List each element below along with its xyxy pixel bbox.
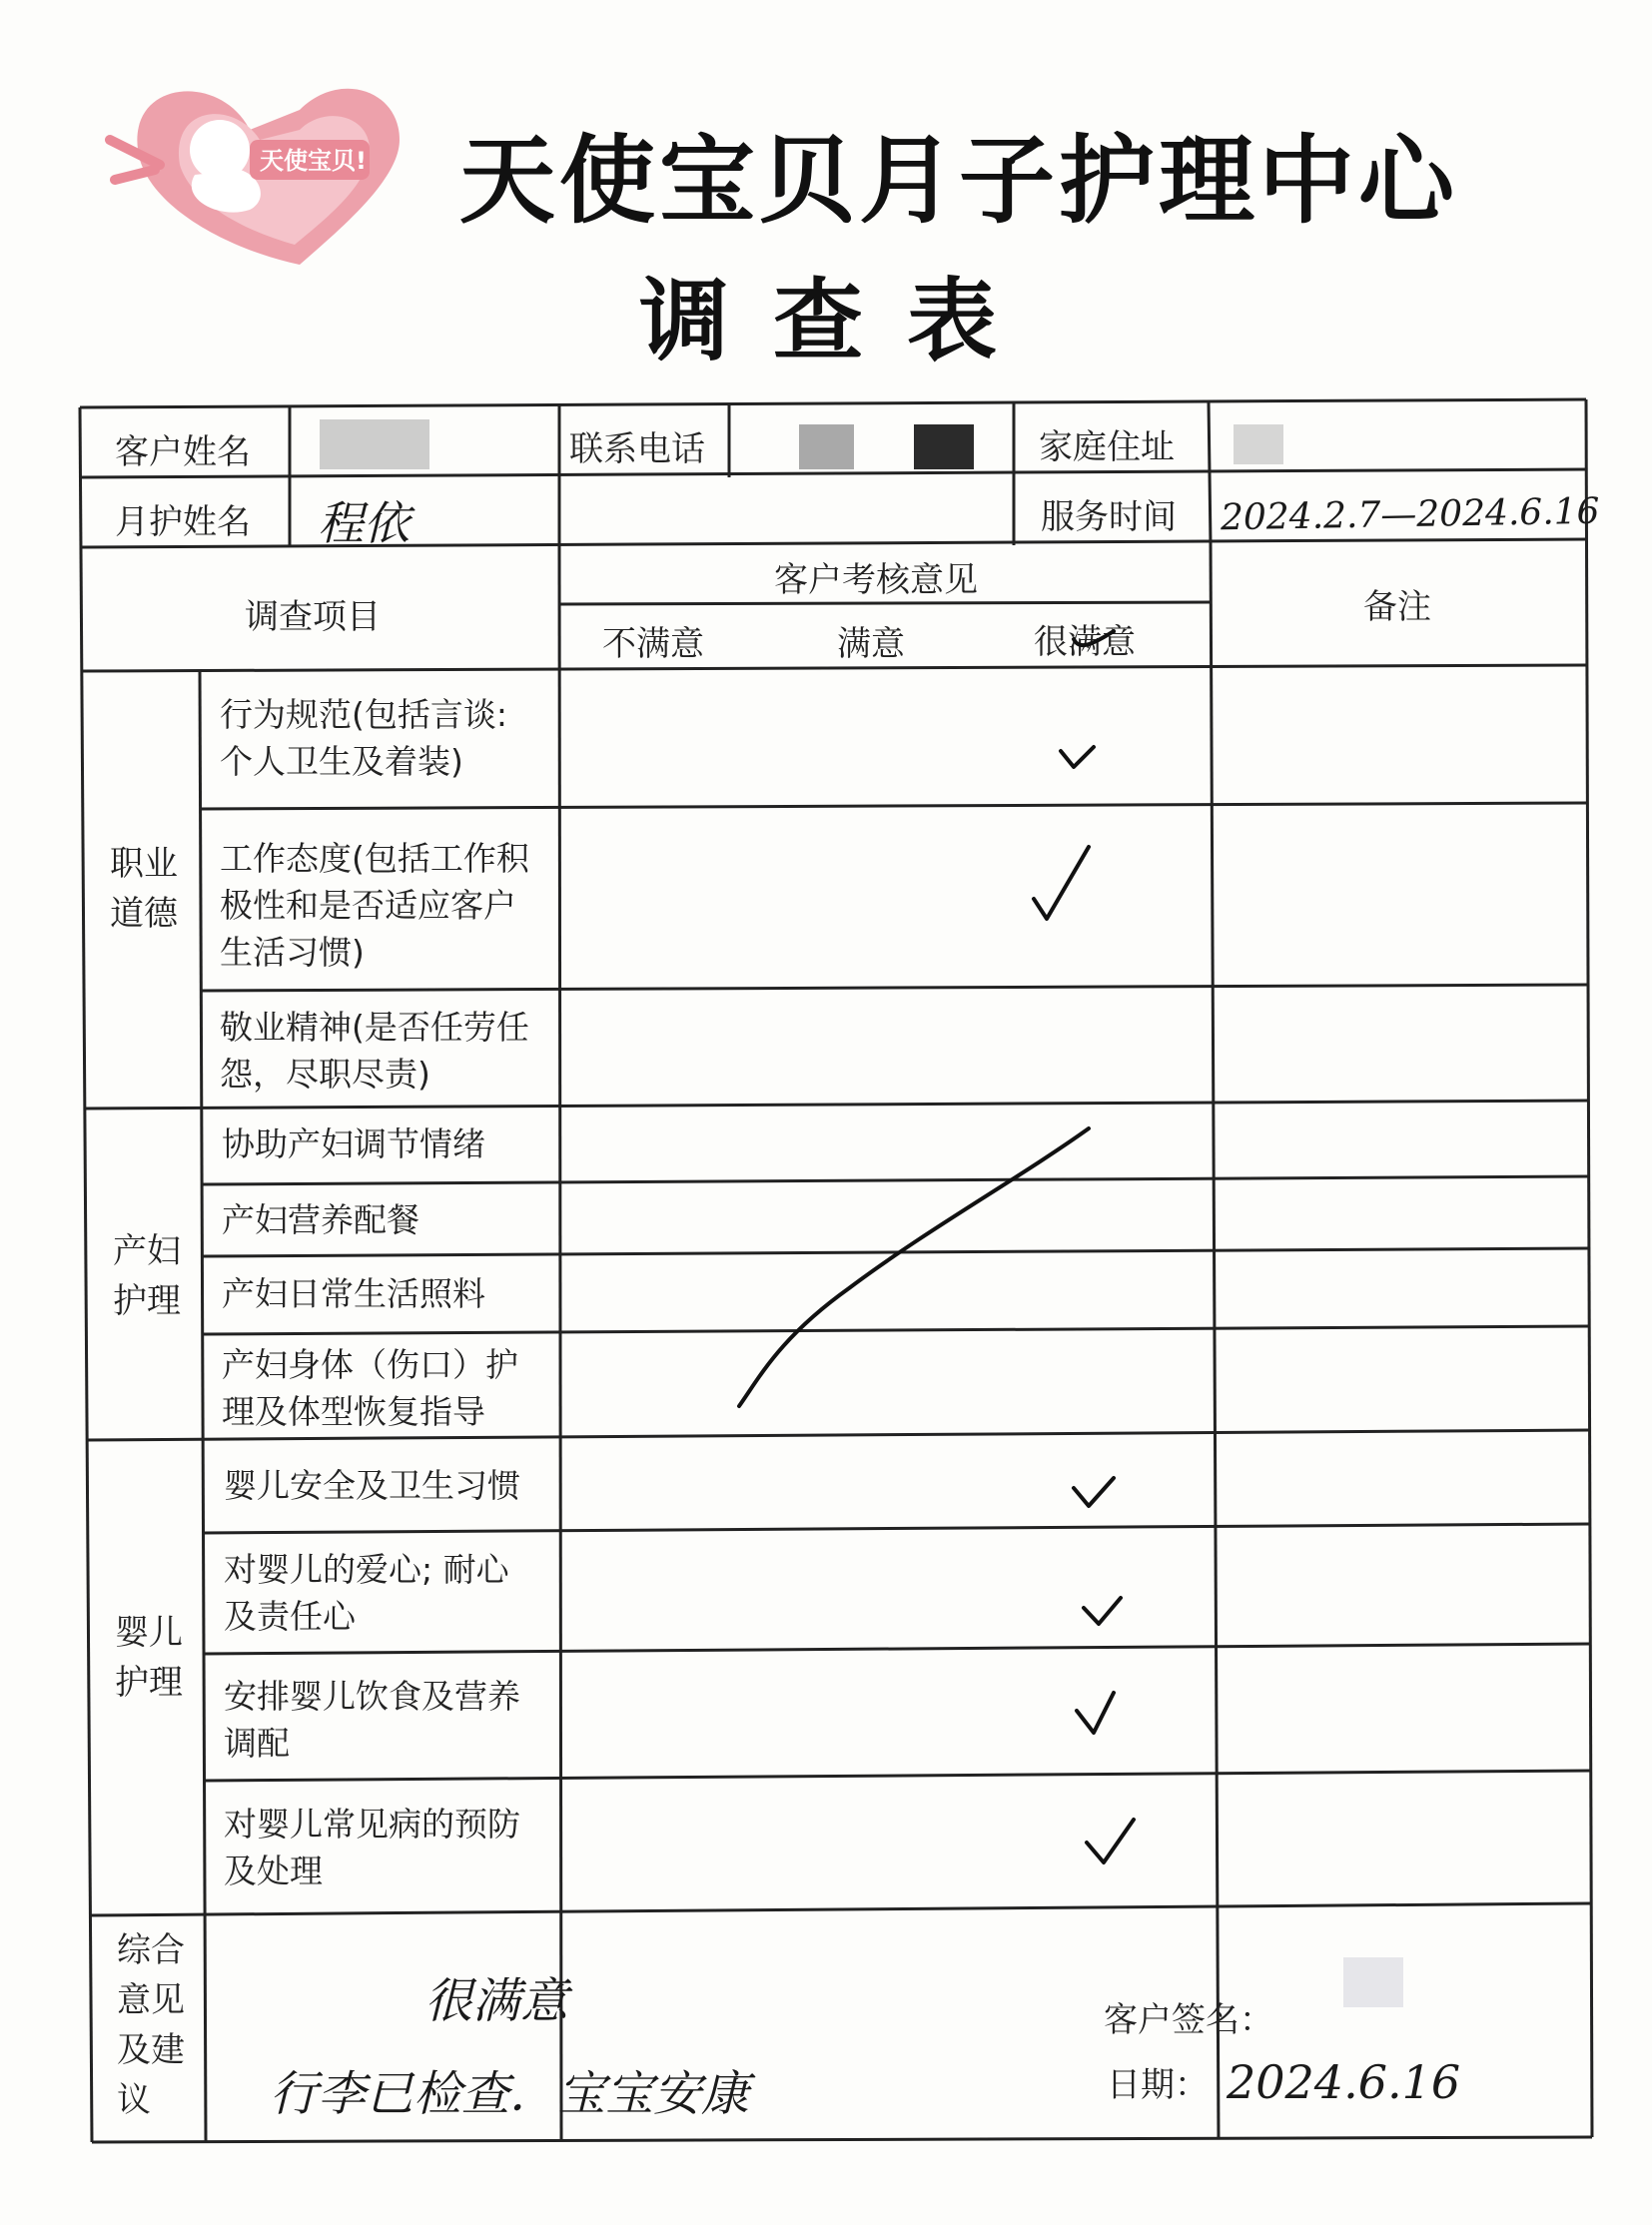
- item-dedication: 敬业精神(是否任劳任 怨，尽职尽责): [220, 1008, 529, 1094]
- item-nutrition-meals: 产妇营养配餐: [222, 1200, 419, 1239]
- item-behavior-norms: 行为规范(包括言谈: 个人卫生及着装): [220, 695, 507, 781]
- rating-very-satisfied-header: 很满意: [1034, 622, 1136, 662]
- customer-name-redaction: [320, 419, 429, 469]
- nurse-name-value: 程依: [318, 496, 410, 550]
- category-professional-ethics: 职业 道德: [110, 844, 178, 934]
- item-daily-care: 产妇日常生活照料: [222, 1274, 485, 1313]
- item-baby-safety: 婴儿安全及卫生习惯: [224, 1466, 520, 1505]
- item-baby-love: 对婴儿的爱心; 耐心 及责任心: [224, 1550, 509, 1636]
- form-title-heading: 调查表: [639, 269, 1041, 373]
- rating-dissatisfied-header: 不满意: [602, 624, 704, 664]
- signature-redaction: [1343, 1957, 1403, 2007]
- phone-redaction-gray: [799, 424, 854, 469]
- item-body-recovery: 产妇身体（伤口）护 理及体型恢复指导: [222, 1345, 518, 1431]
- item-emotion-help: 协助产妇调节情绪: [222, 1124, 485, 1163]
- org-name-heading: 天使宝贝月子护理中心: [459, 125, 1458, 237]
- category-baby-care: 婴儿 护理: [115, 1613, 183, 1703]
- summary-label: 综合 意见 及建 议: [117, 1930, 185, 2120]
- rating-satisfied-header: 满意: [837, 624, 905, 664]
- item-work-attitude: 工作态度(包括工作积 极性和是否适应客户 生活习惯): [220, 839, 529, 972]
- customer-name-label: 客户姓名: [115, 432, 251, 472]
- address-label: 家庭住址: [1039, 427, 1175, 467]
- item-baby-diet: 安排婴儿饮食及营养 调配: [224, 1677, 520, 1763]
- item-header: 调查项目: [245, 597, 381, 637]
- summary-comment-line1: 很满意: [424, 1973, 569, 2029]
- signature-label: 客户签名：: [1104, 2000, 1273, 2040]
- address-redaction: [1234, 424, 1283, 464]
- date-value: 2024.6.16: [1227, 2055, 1461, 2109]
- phone-redaction-dark: [914, 424, 974, 469]
- svg-text:天使宝贝!: 天使宝贝!: [260, 147, 367, 175]
- date-label: 日期：: [1107, 2065, 1209, 2105]
- category-mother-care: 产妇 护理: [113, 1231, 181, 1321]
- summary-comment-line2: 行李已检查．宝宝安康: [270, 2066, 750, 2122]
- service-time-value: 2024.2.7—2024.6.16: [1220, 490, 1600, 539]
- phone-label: 联系电话: [569, 429, 705, 469]
- opinion-header: 客户考核意见: [774, 560, 978, 600]
- nurse-name-label: 月护姓名: [115, 502, 251, 542]
- service-time-label: 服务时间: [1041, 497, 1177, 537]
- item-baby-illness: 对婴儿常见病的预防 及处理: [224, 1805, 520, 1890]
- remarks-header: 备注: [1363, 587, 1431, 627]
